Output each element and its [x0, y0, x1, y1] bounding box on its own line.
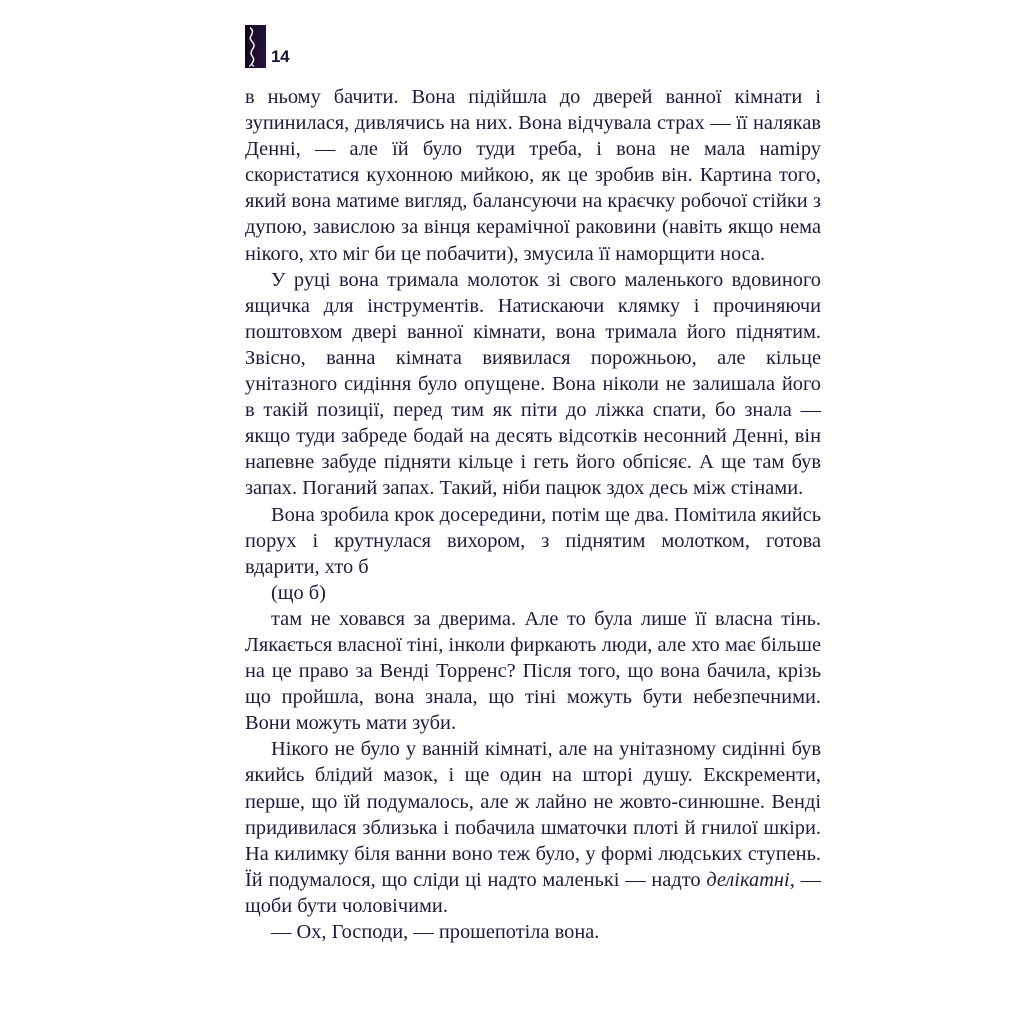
emphasized-word: делікатні — [706, 868, 790, 891]
paragraph-dialogue: — Ох, Господи, — прошепотіла вона. — [271, 921, 600, 943]
paragraph: там не ховався за дверима. Але то була лише її власна тінь. Лякається власної тіні, інколи фиркають люди, але хто має більше на це право за Венді Торренс? Після того, що вона бачила, крізь що пройшла, вона знала, що тіні можуть бути небезпечними. Вони можуть мати зуби. — [245, 607, 821, 735]
paragraph: У руці вона тримала молоток зі свого маленького вдовиного ящичка для інструментів. Натискаючи клямку і прочиняючи поштовхом двері ванної кімнати, вона тримала його піднятим. Звісно, ванна кімната виявилася порожньою, але кільце унітазного сидіння було опущене. Вона ніколи не залишала його в такій позиції, перед тим як піти до ліжка спати, бо знала — якщо туди забреде бодай на десять відсотків несонний Денні, він напевне забуде підняти кільце і геть його обпісяє. А ще там був запах. Поганий запах. Такий, ніби пацюк здох десь між стінами. — [245, 268, 821, 500]
squiggle-ornament-icon — [245, 25, 266, 68]
paragraph-aside: (що б) — [271, 581, 326, 604]
chapter-header — [245, 22, 289, 68]
chapter-number: 14 — [271, 47, 290, 66]
paragraph: Вона зробила крок досередини, потім ще два. Помітила якийсь порух і крутнулася вихором, з піднятим молотком, готова вдарити, хто б — [245, 503, 821, 578]
paragraph: в ньому бачити. Вона підійшла до дверей ванної кімнати і зупинилася, дивлячись на них. Вона відчувала страх — її налякав Денні, — але їй було туди треба, і вона не мала наmіру скористатися кухонною мийкою, як це зробив він. Картина того, який вона матиме вигляд, балансуючи на краєчку робочої стійки з дупою, завислою за вінця керамічної раковини (навіть якщо нема нікого, хто міг би це побачити), змусила її наморщити носа. — [245, 86, 821, 265]
body-text — [245, 84, 821, 945]
paragraph-with-emphasis: Нікого не було у ванній кімнаті, але на унітазному сидінні був якийсь блідий мазок, і ще один на шторі душу. Екскременти, перше, що їй подумалось, але ж лайно не жовто-синюшне. Венді придивилася зблизька і побачила шматочки плоті й гнилої шкіри. На килимку біля ванни воно теж було, у формі людських ступень. Їй подумалося, що сліди ці надто маленькі — надто делікатні, — щоби бути чоловічими. — [245, 738, 821, 917]
